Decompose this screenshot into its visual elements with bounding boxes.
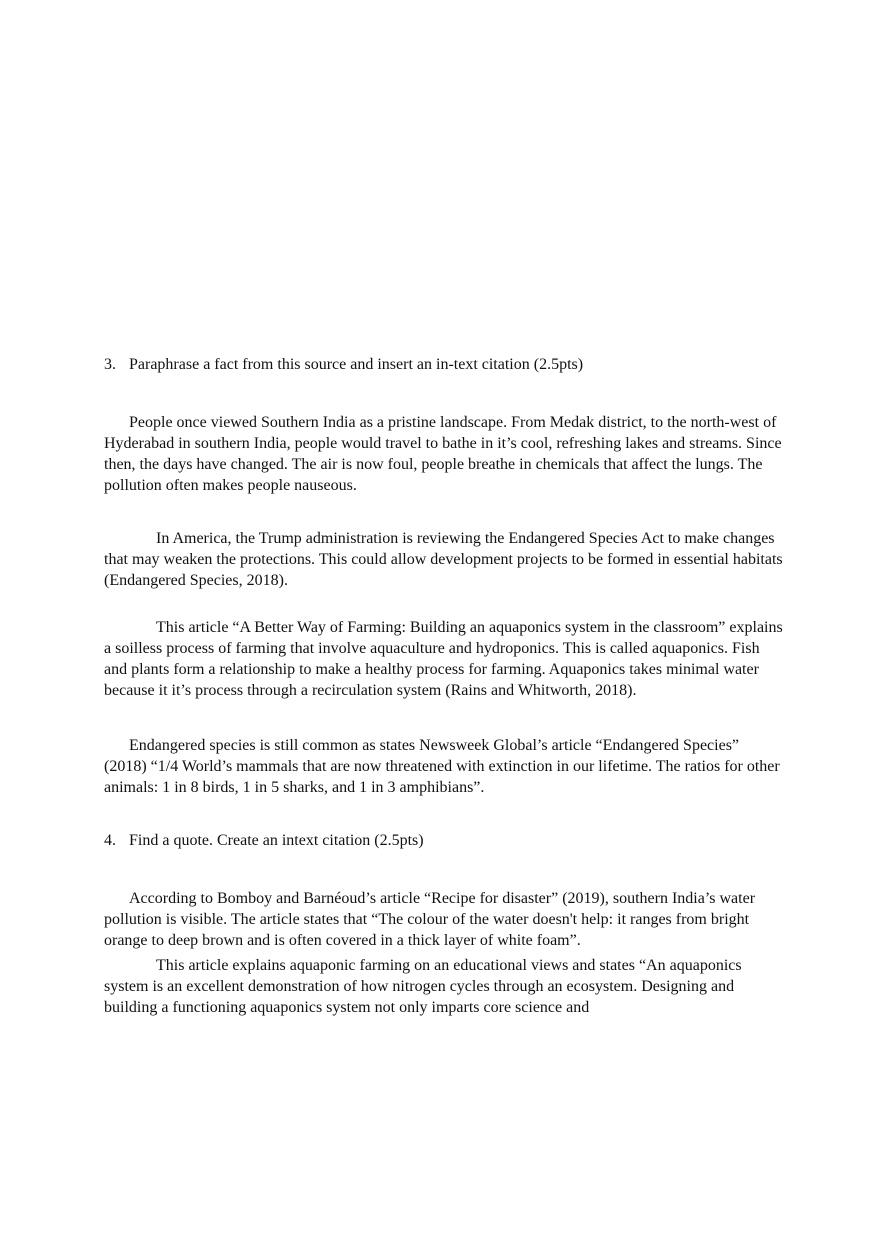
question-4-text: Find a quote. Create an intext citation (2.5pts) [129, 832, 424, 849]
answer-3-paragraph-3: This article “A Better Way of Farming: Building an aquaponics system in the classroom” explains a soilless process of farming that involve aquaculture and hydroponics. This is called aquaponics. Fish and plants form a relationship to make a healthy process for farming. Aquaponics takes minimal water because it it’s process through a recirculation system (Rains and Whitworth, 2018). [104, 619, 783, 699]
question-4 [104, 830, 784, 851]
question-4-number: 4. [104, 832, 116, 849]
answer-4-paragraph-2: This article explains aquaponic farming on an educational views and states “An aquaponics system is an excellent demonstration of how nitrogen cycles through an ecosystem. Designing and building a functioning aquaponics system not only imparts core science and [104, 957, 742, 1016]
question-3-number: 3. [104, 356, 116, 373]
question-3-text: Paraphrase a fact from this source and insert an in-text citation (2.5pts) [129, 356, 584, 373]
answer-3-paragraph-1: People once viewed Southern India as a pristine landscape. From Medak district, to the north-west of Hyderabad in southern India, people would travel to bathe in it’s cool, refreshing lakes and streams. Since then, the days have changed. The air is now foul, people breathe in chemicals that affect the lungs. The pollution often makes people nauseous. [104, 414, 782, 494]
answer-4-paragraph-1: According to Bomboy and Barnéoud’s article “Recipe for disaster” (2019), southern India’s water pollution is visible. The article states that “The colour of the water doesn't help: it ranges from bright orange to deep brown and is often covered in a thick layer of white foam”. [104, 890, 756, 949]
question-3 [104, 354, 784, 375]
answer-3-paragraph-2: In America, the Trump administration is reviewing the Endangered Species Act to make changes that may weaken the protections. This could allow development projects to be formed in essential habitats (Endangered Species, 2018). [104, 530, 783, 589]
answer-3-paragraph-4: Endangered species is still common as states Newsweek Global’s article “Endangered Species” (2018) “1/4 World’s mammals that are now threatened with extinction in our lifetime. The ratios for other animals: 1 in 8 birds, 1 in 5 sharks, and 1 in 3 amphibians”. [104, 737, 780, 796]
